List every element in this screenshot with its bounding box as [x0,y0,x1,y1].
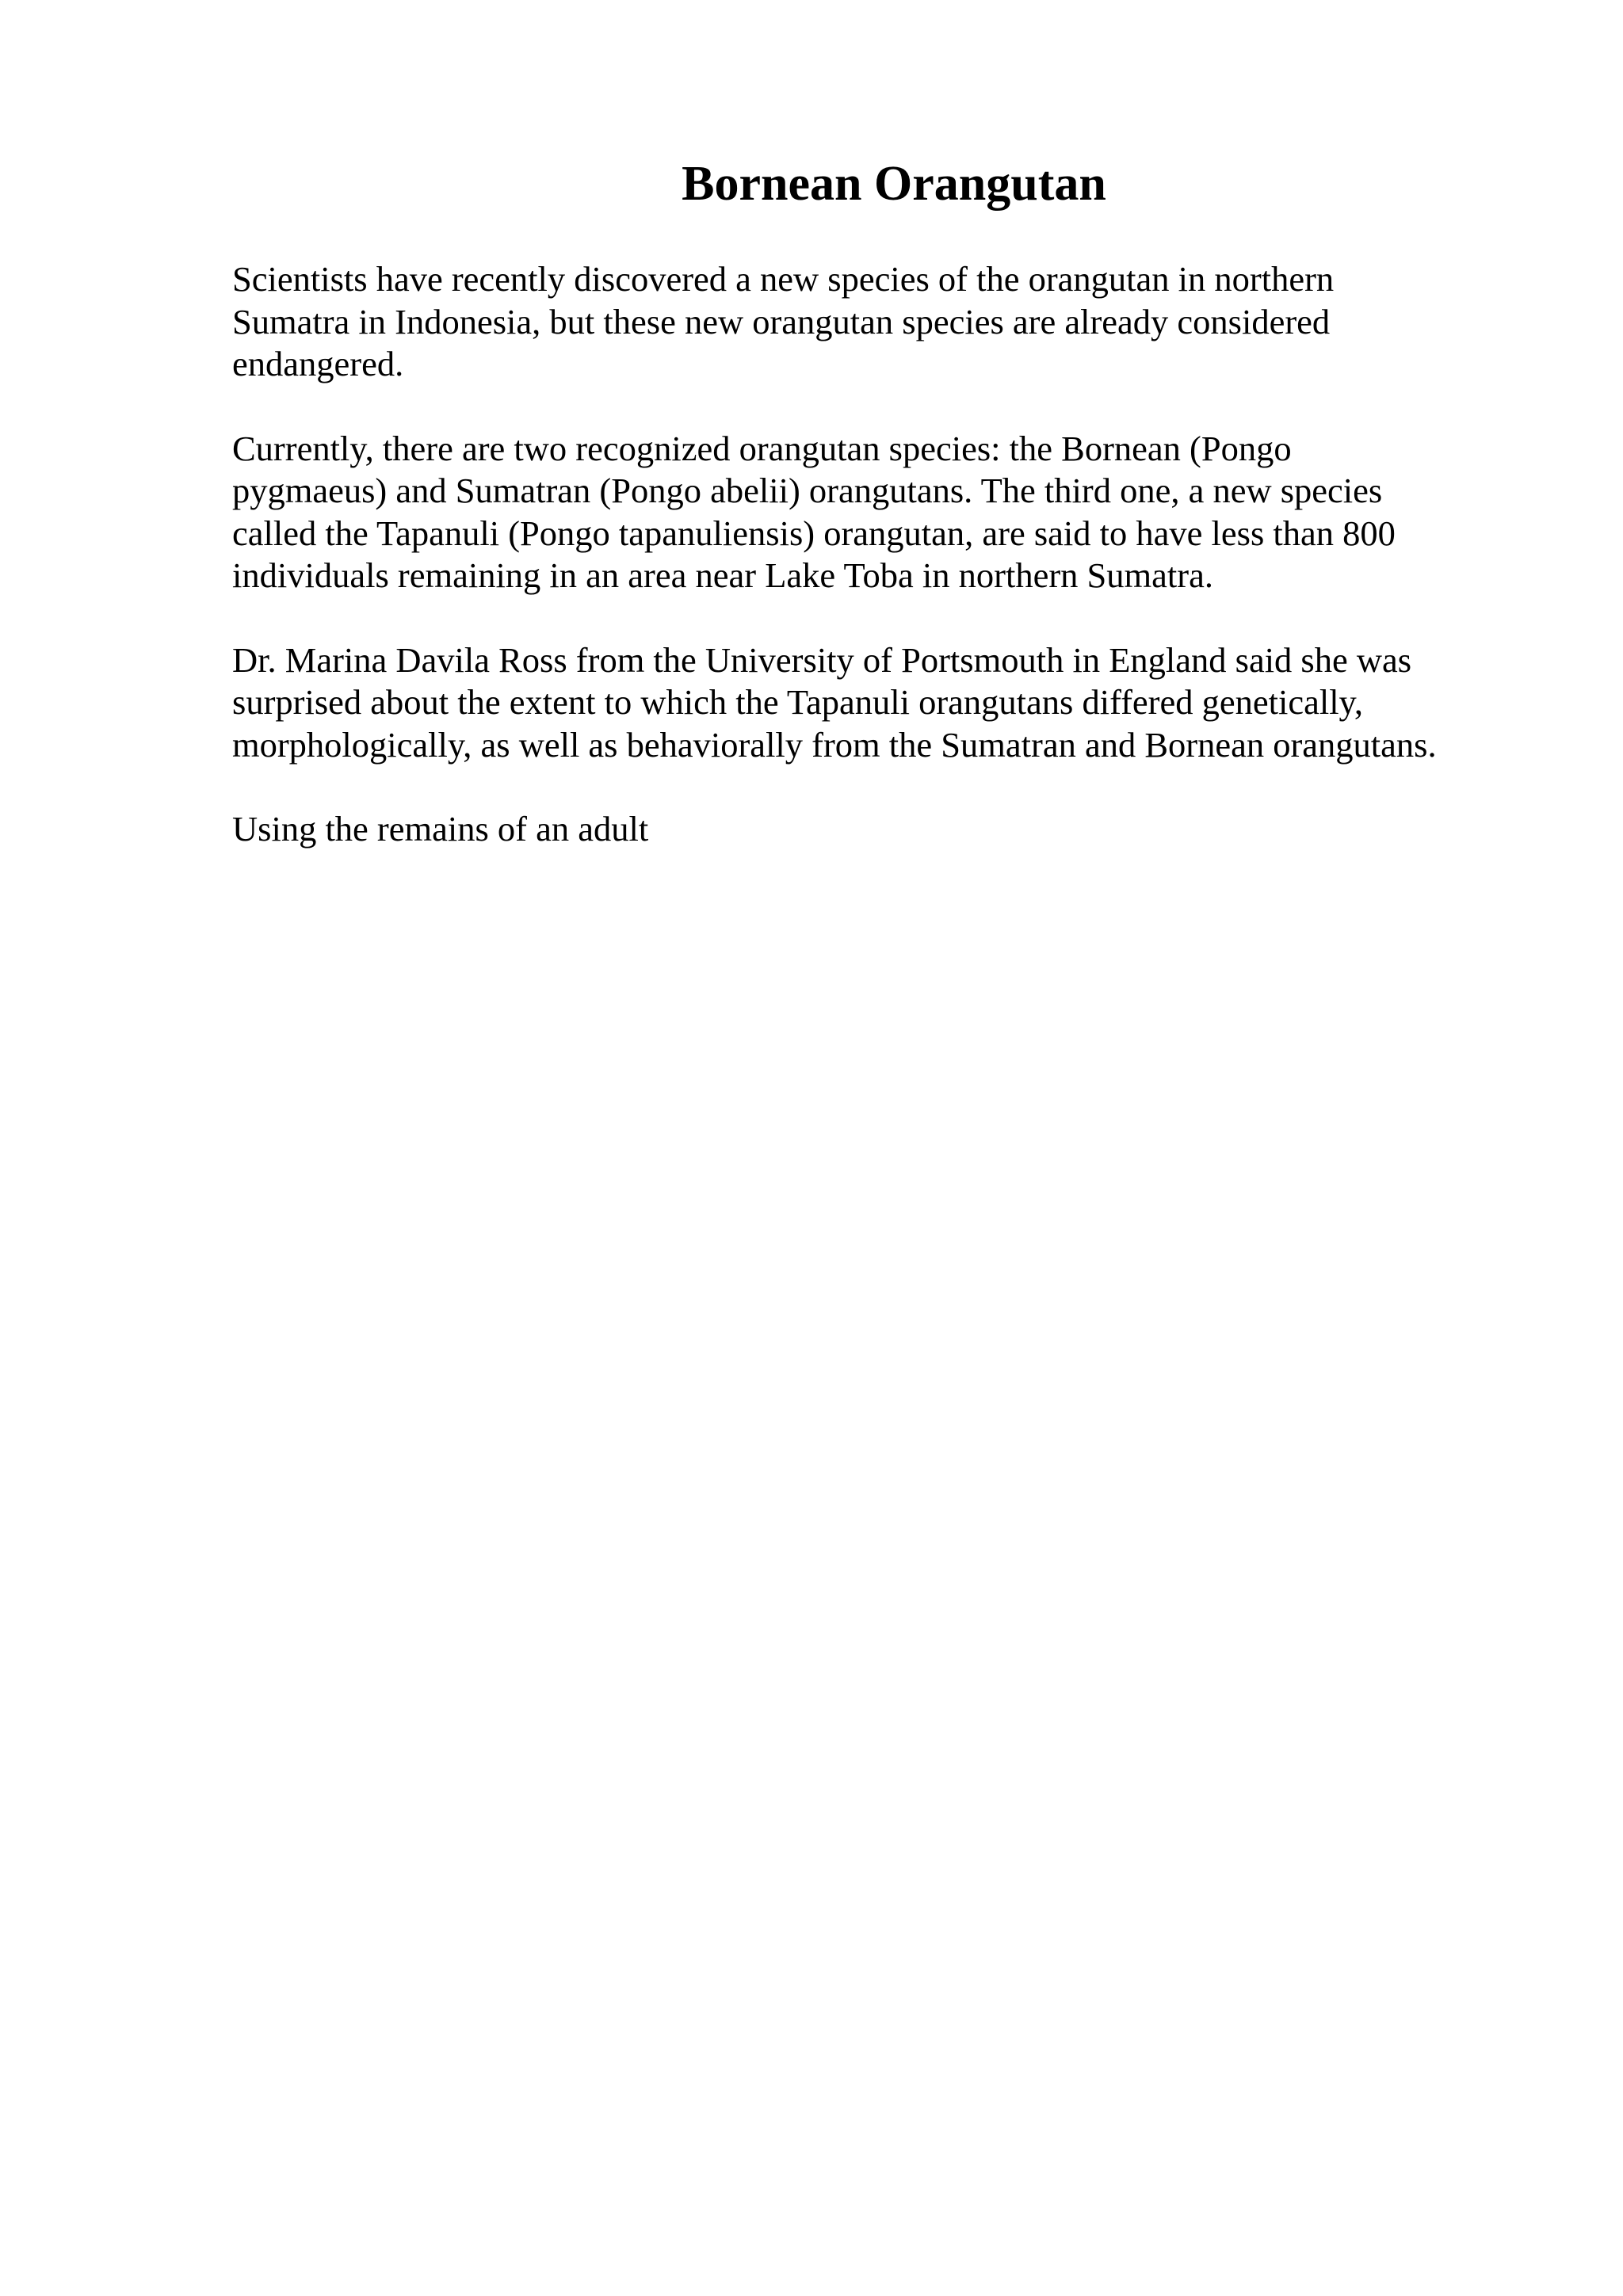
paragraph-intro: Scientists have recently discovered a new species of the orangutan in northern Sumatra in Indonesia, but these new orangutan species are already considered endangered. [232,259,1335,383]
paragraph-truncated: Using the remains of an adult [232,809,649,849]
document-title: Bornean Orangutan [682,157,1106,211]
paragraph-quote: Dr. Marina Davila Ross from the University of Portsmouth in England said she was surprised about the extent to which the Tapanuli orangutans differed genetically, morphologically, as well as behaviorally from the Sumatran and Bornean orangutans. [232,639,1437,765]
document-body [232,151,1532,893]
paragraph-species: Currently, there are two recognized orangutan species: the Bornean (Pongo pygmaeus) and Sumatran (Pongo abelii) orangutans. The third one, a new species called the Tapanuli (Pongo tapanuliensis) orangutan, are said to have less than 800 individuals remaining in an area near Lake Toba in northern Sumatra. [232,428,1396,595]
